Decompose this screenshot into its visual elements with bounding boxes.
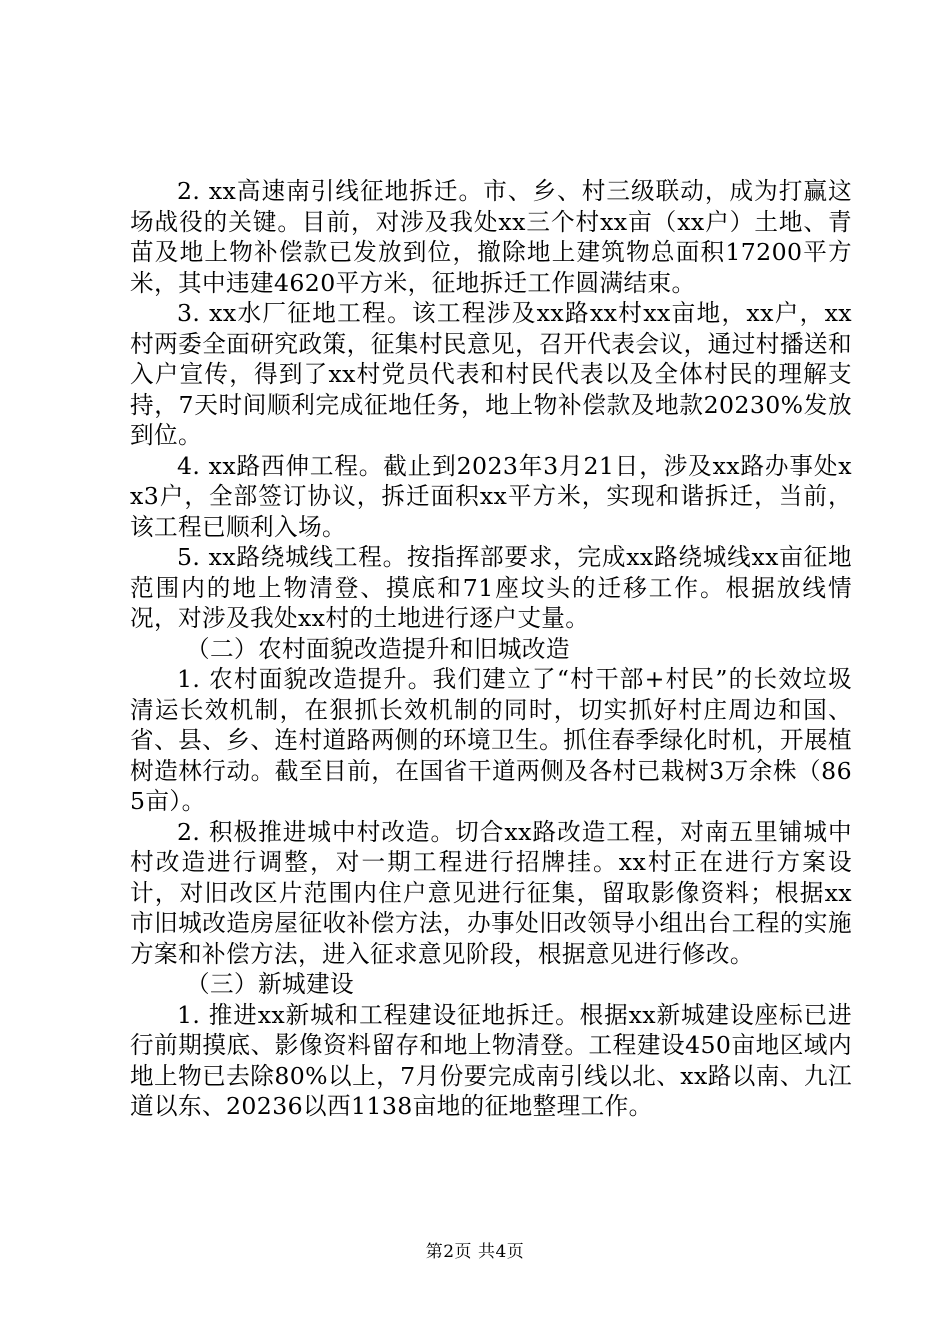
paragraph-3: 4. xx路西伸工程。截止到2023年3月21日，涉及xx路办事处xx3户，全部签订协议，拆迁面积xx平方米，实现和谐拆迁，当前，该工程已顺利入场。 (130, 451, 852, 541)
paragraph-6: 2. 积极推进城中村改造。切合xx路改造工程，对南五里铺城中村改造进行调整，对一期工程进行招牌挂。xx村正在进行方案设计，对旧改区片范围内住户意见进行征集，留取影像资料；根据xx市旧城改造房屋征收补偿方法，办事处旧改领导小组出台工程的实施方案和补偿方法，进入征求意见阶段，根据意见进行修改。 (130, 817, 852, 968)
paragraph-7: 1. 推进xx新城和工程建设征地拆迁。根据xx新城建设座标已进行前期摸底、影像资料留存和地上物清登。工程建设450亩地区域内地上物已去除80%以上，7月份要完成南引线以北、xx路以南、九江道以东、20236以西1138亩地的征地整理工作。 (130, 1000, 852, 1120)
section-heading-3: （三）新城建设 (186, 970, 354, 998)
section-heading-2: （二）农村面貌改造提升和旧城改造 (186, 634, 570, 663)
page-footer: 第2页 共4页 (425, 1242, 525, 1262)
paragraph-1: 2. xx高速南引线征地拆迁。市、乡、村三级联动，成为打赢这场战役的关键。目前，对涉及我处xx三个村xx亩（xx户）土地、青苗及地上物补偿款已发放到位，撤除地上建筑物总面积17200平方米，其中违建4620平方米，征地拆迁工作圆满结束。 (130, 177, 852, 297)
paragraph-4: 5. xx路绕城线工程。按指挥部要求，完成xx路绕城线xx亩征地范围内的地上物清登、摸底和71座坟头的迁移工作。根据放线情况，对涉及我处xx村的土地进行逐户丈量。 (130, 543, 852, 632)
document-body (130, 176, 852, 1122)
paragraph-2: 3. xx水厂征地工程。该工程涉及xx路xx村xx亩地，xx户，xx村两委全面研究政策，征集村民意见，召开代表会议，通过村播送和入户宣传，得到了xx村党员代表和村民代表以及全体村民的理解支持，7天时间顺利完成征地任务，地上物补偿款及地款20230%发放到位。 (130, 299, 852, 449)
paragraph-5: 1. 农村面貌改造提升。我们建立了“村干部+村民”的长效垃圾清运长效机制，在狠抓长效机制的同时，切实抓好村庄周边和国、省、县、乡、连村道路两侧的环境卫生。抓住春季绿化时机，开展植树造林行动。截至目前，在国省干道两侧及各村已栽树3万余株（865亩）。 (130, 665, 852, 815)
